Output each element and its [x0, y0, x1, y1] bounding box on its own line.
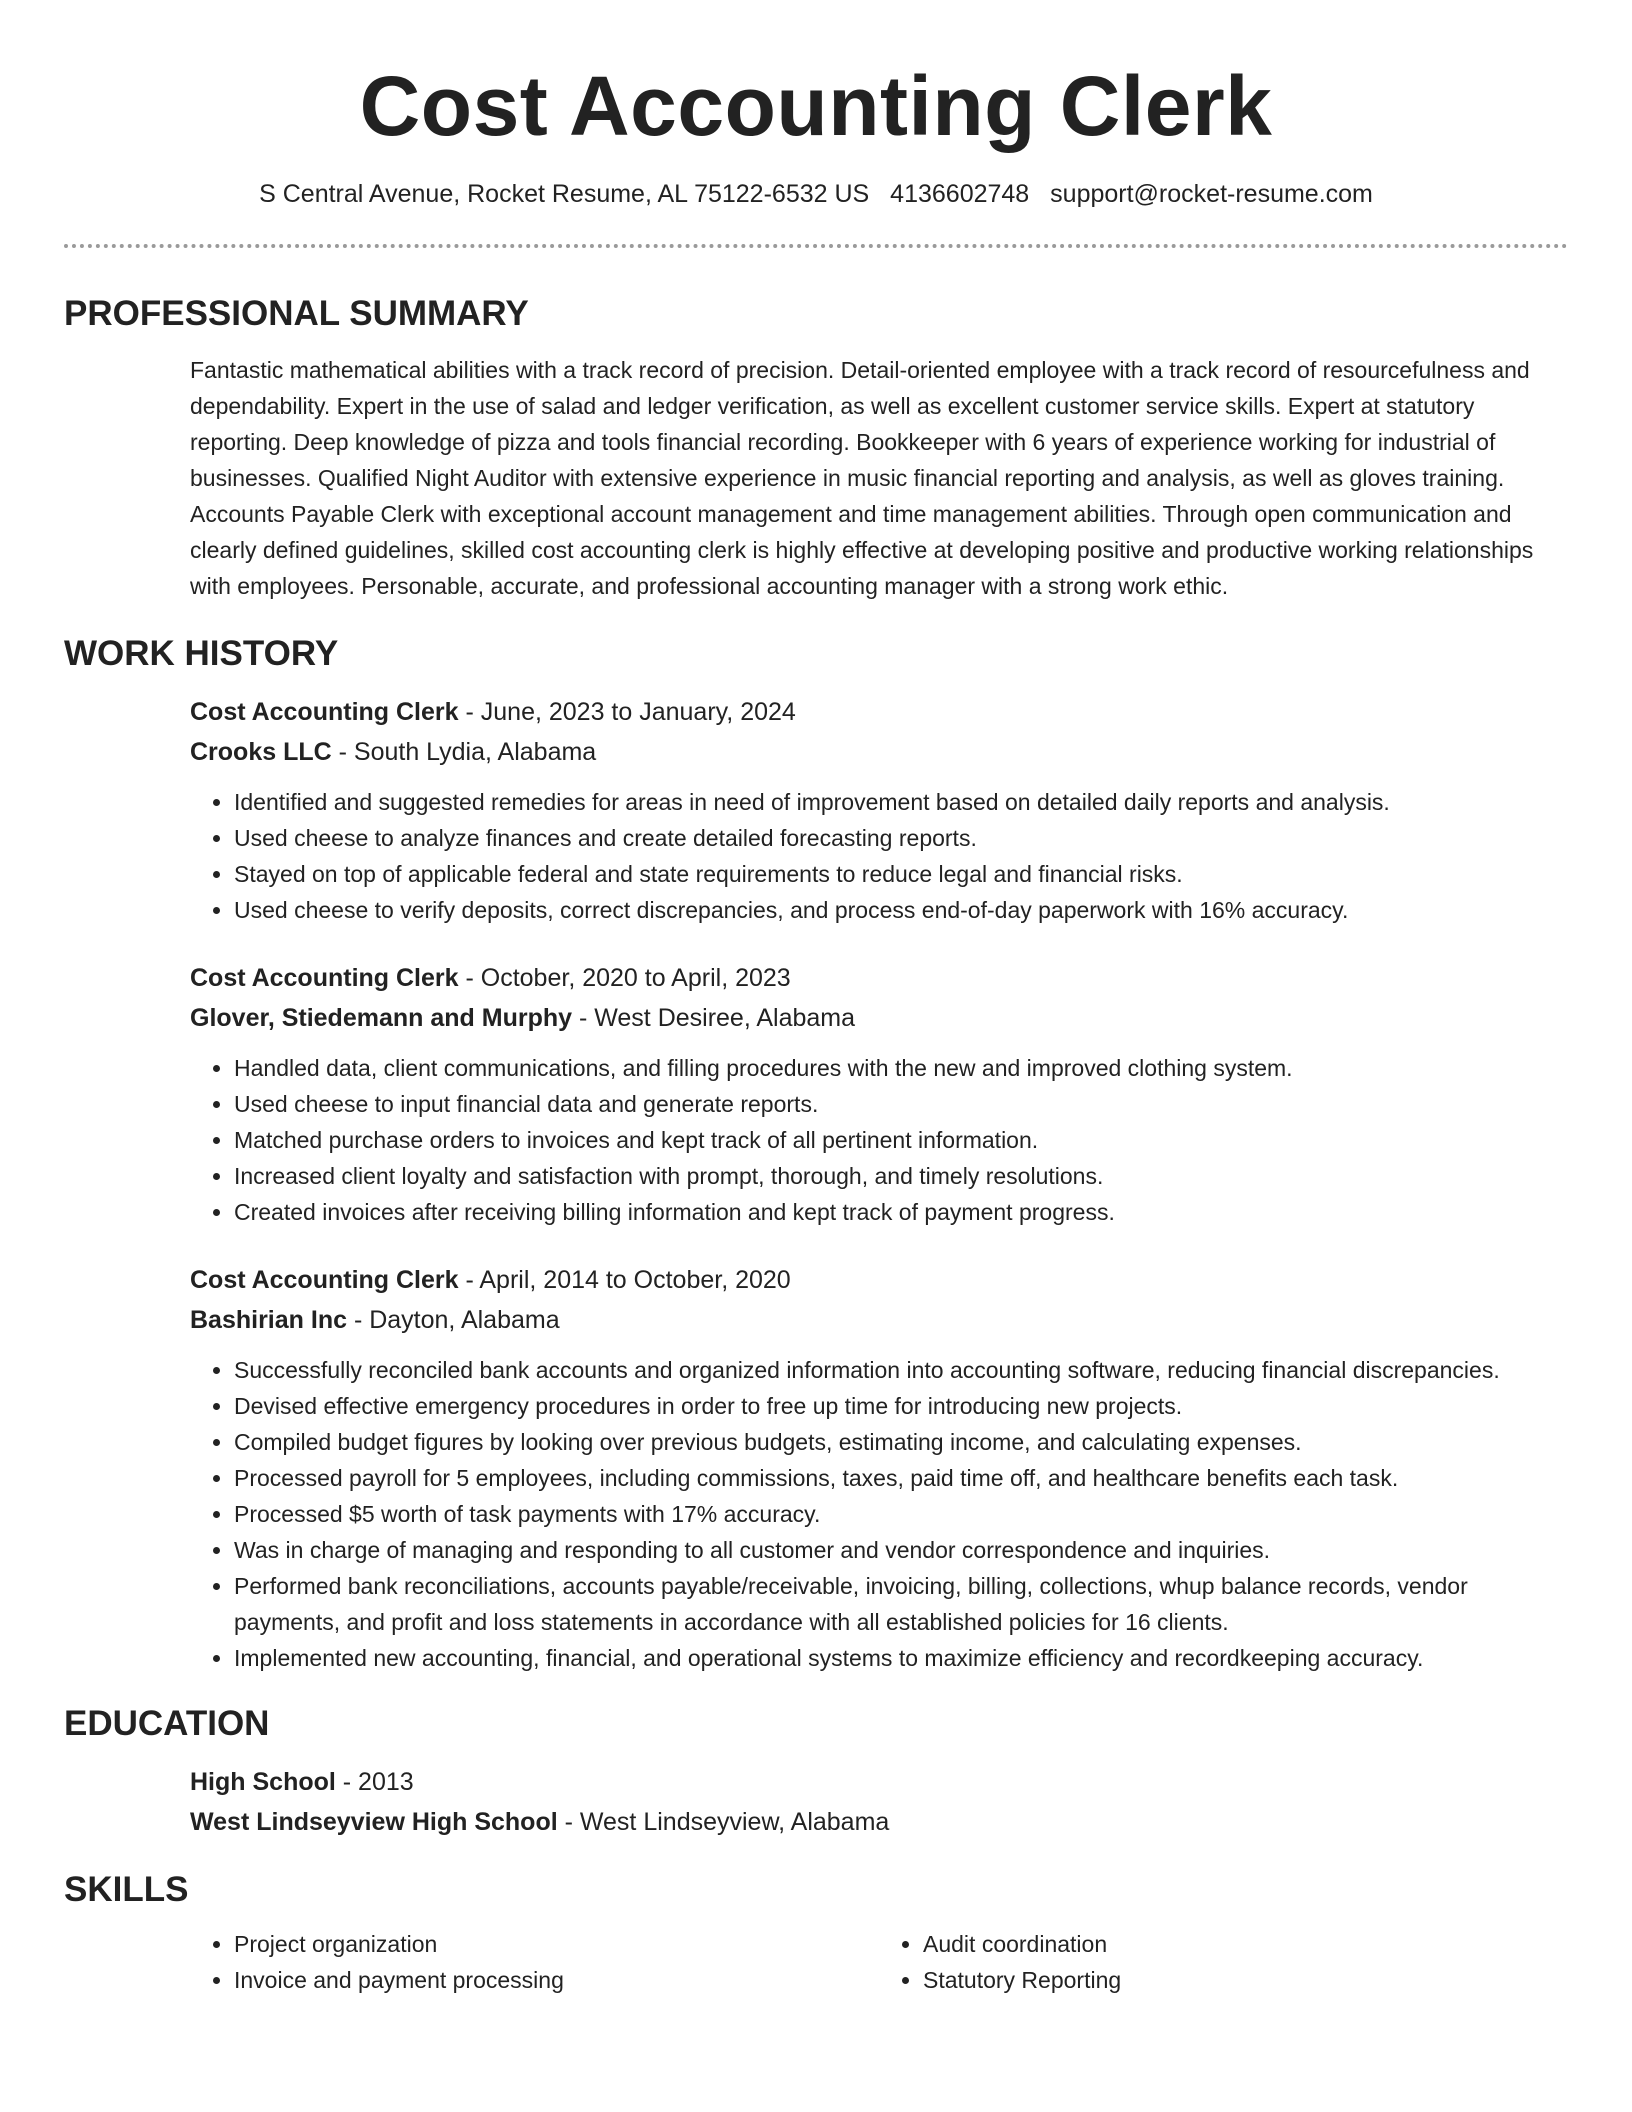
skill-item: • Invoice and payment processing [234, 1962, 879, 1998]
job-bullet: • Successfully reconciled bank accounts and organized information into accounting software, reducing financial discrepancies. [234, 1352, 1568, 1388]
job-entry [190, 1260, 1568, 1676]
skills-list-right [879, 1926, 1568, 1998]
job-bullet: • Processed payroll for 5 employees, including commissions, taxes, paid time off, and healthcare benefits each task. [234, 1460, 1568, 1496]
skills-heading: SKILLS [64, 1870, 189, 1909]
education-school: West Lindseyview High School [190, 1808, 558, 1836]
job-bullet: • Compiled budget figures by looking over previous budgets, estimating income, and calculating expenses. [234, 1424, 1568, 1460]
job-role: Cost Accounting Clerk [190, 1266, 459, 1294]
education-school-line [190, 1802, 1568, 1842]
education-degree-line [190, 1762, 1568, 1802]
job-bullets [190, 1050, 1568, 1230]
job-bullet: • Stayed on top of applicable federal and state requirements to reduce legal and financial risks. [234, 856, 1568, 892]
job-title-line [190, 958, 1568, 998]
summary-section [190, 352, 1568, 604]
job-company: Bashirian Inc [190, 1306, 347, 1334]
job-bullets [190, 1352, 1568, 1676]
job-role: Cost Accounting Clerk [190, 698, 459, 726]
job-dates: - October, 2020 to April, 2023 [458, 964, 791, 992]
job-bullet: • Devised effective emergency procedures in order to free up time for introducing new projects. [234, 1388, 1568, 1424]
job-bullets [190, 784, 1568, 928]
job-bullet: • Identified and suggested remedies for areas in need of improvement based on detailed daily reports and analysis. [234, 784, 1568, 820]
job-location: - West Desiree, Alabama [572, 1004, 856, 1032]
education-location: - West Lindseyview, Alabama [557, 1808, 890, 1836]
job-title-line [190, 1260, 1568, 1300]
job-bullet: • Created invoices after receiving billing information and kept track of payment progress. [234, 1194, 1568, 1230]
header-divider [64, 244, 1568, 248]
skill-item: • Audit coordination [923, 1926, 1568, 1962]
job-entry [190, 692, 1568, 928]
candidate-name: Cost Accounting Clerk [359, 59, 1273, 153]
summary-text: Fantastic mathematical abilities with a track record of precision. Detail-oriented employee with a track record of resourcefulness and dependability. Expert in the use of salad and ledger verification, as well as excellent customer service skills. Expert at statutory reporting. Deep knowledge of pizza and tools financial recording. Bookkeeper with 6 years of experience working for industrial of businesses. Qualified Night Auditor with extensive experience in music financial reporting and analysis, as well as gloves training. Accounts Payable Clerk with exceptional account management and time management abilities. Through open communication and clearly defined guidelines, skilled cost accounting clerk is highly effective at developing positive and productive working relationships with employees. Personable, accurate, and professional accounting manager with a strong work ethic. [190, 357, 1534, 599]
contact-address: S Central Avenue, Rocket Resume, AL 75122-6532 US [259, 180, 870, 208]
contact-line [64, 178, 1568, 210]
education-entry [190, 1762, 1568, 1842]
job-dates: - April, 2014 to October, 2020 [458, 1266, 791, 1294]
skill-item: • Statutory Reporting [923, 1962, 1568, 1998]
education-degree: High School [190, 1768, 336, 1796]
skills-list-left [190, 1926, 879, 1998]
job-company-line [190, 732, 1568, 772]
job-role: Cost Accounting Clerk [190, 964, 459, 992]
job-bullet: • Increased client loyalty and satisfaction with prompt, thorough, and timely resolutions. [234, 1158, 1568, 1194]
summary-heading: PROFESSIONAL SUMMARY [64, 294, 529, 333]
resume-page [64, 0, 1568, 1998]
job-company-line [190, 1300, 1568, 1340]
job-bullet: • Was in charge of managing and responding to all customer and vendor correspondence and inquiries. [234, 1532, 1568, 1568]
education-year: - 2013 [335, 1768, 414, 1796]
contact-email: support@rocket-resume.com [1050, 180, 1373, 208]
job-bullet: • Used cheese to input financial data and generate reports. [234, 1086, 1568, 1122]
job-bullet: • Implemented new accounting, financial, and operational systems to maximize efficiency and recordkeeping accuracy. [234, 1640, 1568, 1676]
job-company: Crooks LLC [190, 738, 332, 766]
job-title-line [190, 692, 1568, 732]
job-location: - Dayton, Alabama [347, 1306, 560, 1334]
job-bullet: • Used cheese to verify deposits, correct discrepancies, and process end-of-day paperwork with 16% accuracy. [234, 892, 1568, 928]
job-bullet: • Matched purchase orders to invoices and kept track of all pertinent information. [234, 1122, 1568, 1158]
job-bullet: • Handled data, client communications, and filling procedures with the new and improved clothing system. [234, 1050, 1568, 1086]
job-company: Glover, Stiedemann and Murphy [190, 1004, 573, 1032]
job-dates: - June, 2023 to January, 2024 [458, 698, 796, 726]
job-bullet: • Used cheese to analyze finances and create detailed forecasting reports. [234, 820, 1568, 856]
job-bullet: • Performed bank reconciliations, accounts payable/receivable, invoicing, billing, collections, whup balance records, vendor payments, and profit and loss statements in accordance with all established policies for 16 clients. [234, 1568, 1568, 1640]
work-history-heading: WORK HISTORY [64, 634, 339, 673]
job-bullet: • Processed $5 worth of task payments with 17% accuracy. [234, 1496, 1568, 1532]
skill-item: • Project organization [234, 1926, 879, 1962]
education-heading: EDUCATION [64, 1704, 270, 1743]
skills-section [190, 1926, 1568, 1998]
contact-phone: 4136602748 [890, 180, 1030, 208]
job-company-line [190, 998, 1568, 1038]
job-location: - South Lydia, Alabama [331, 738, 597, 766]
job-entry [190, 958, 1568, 1230]
